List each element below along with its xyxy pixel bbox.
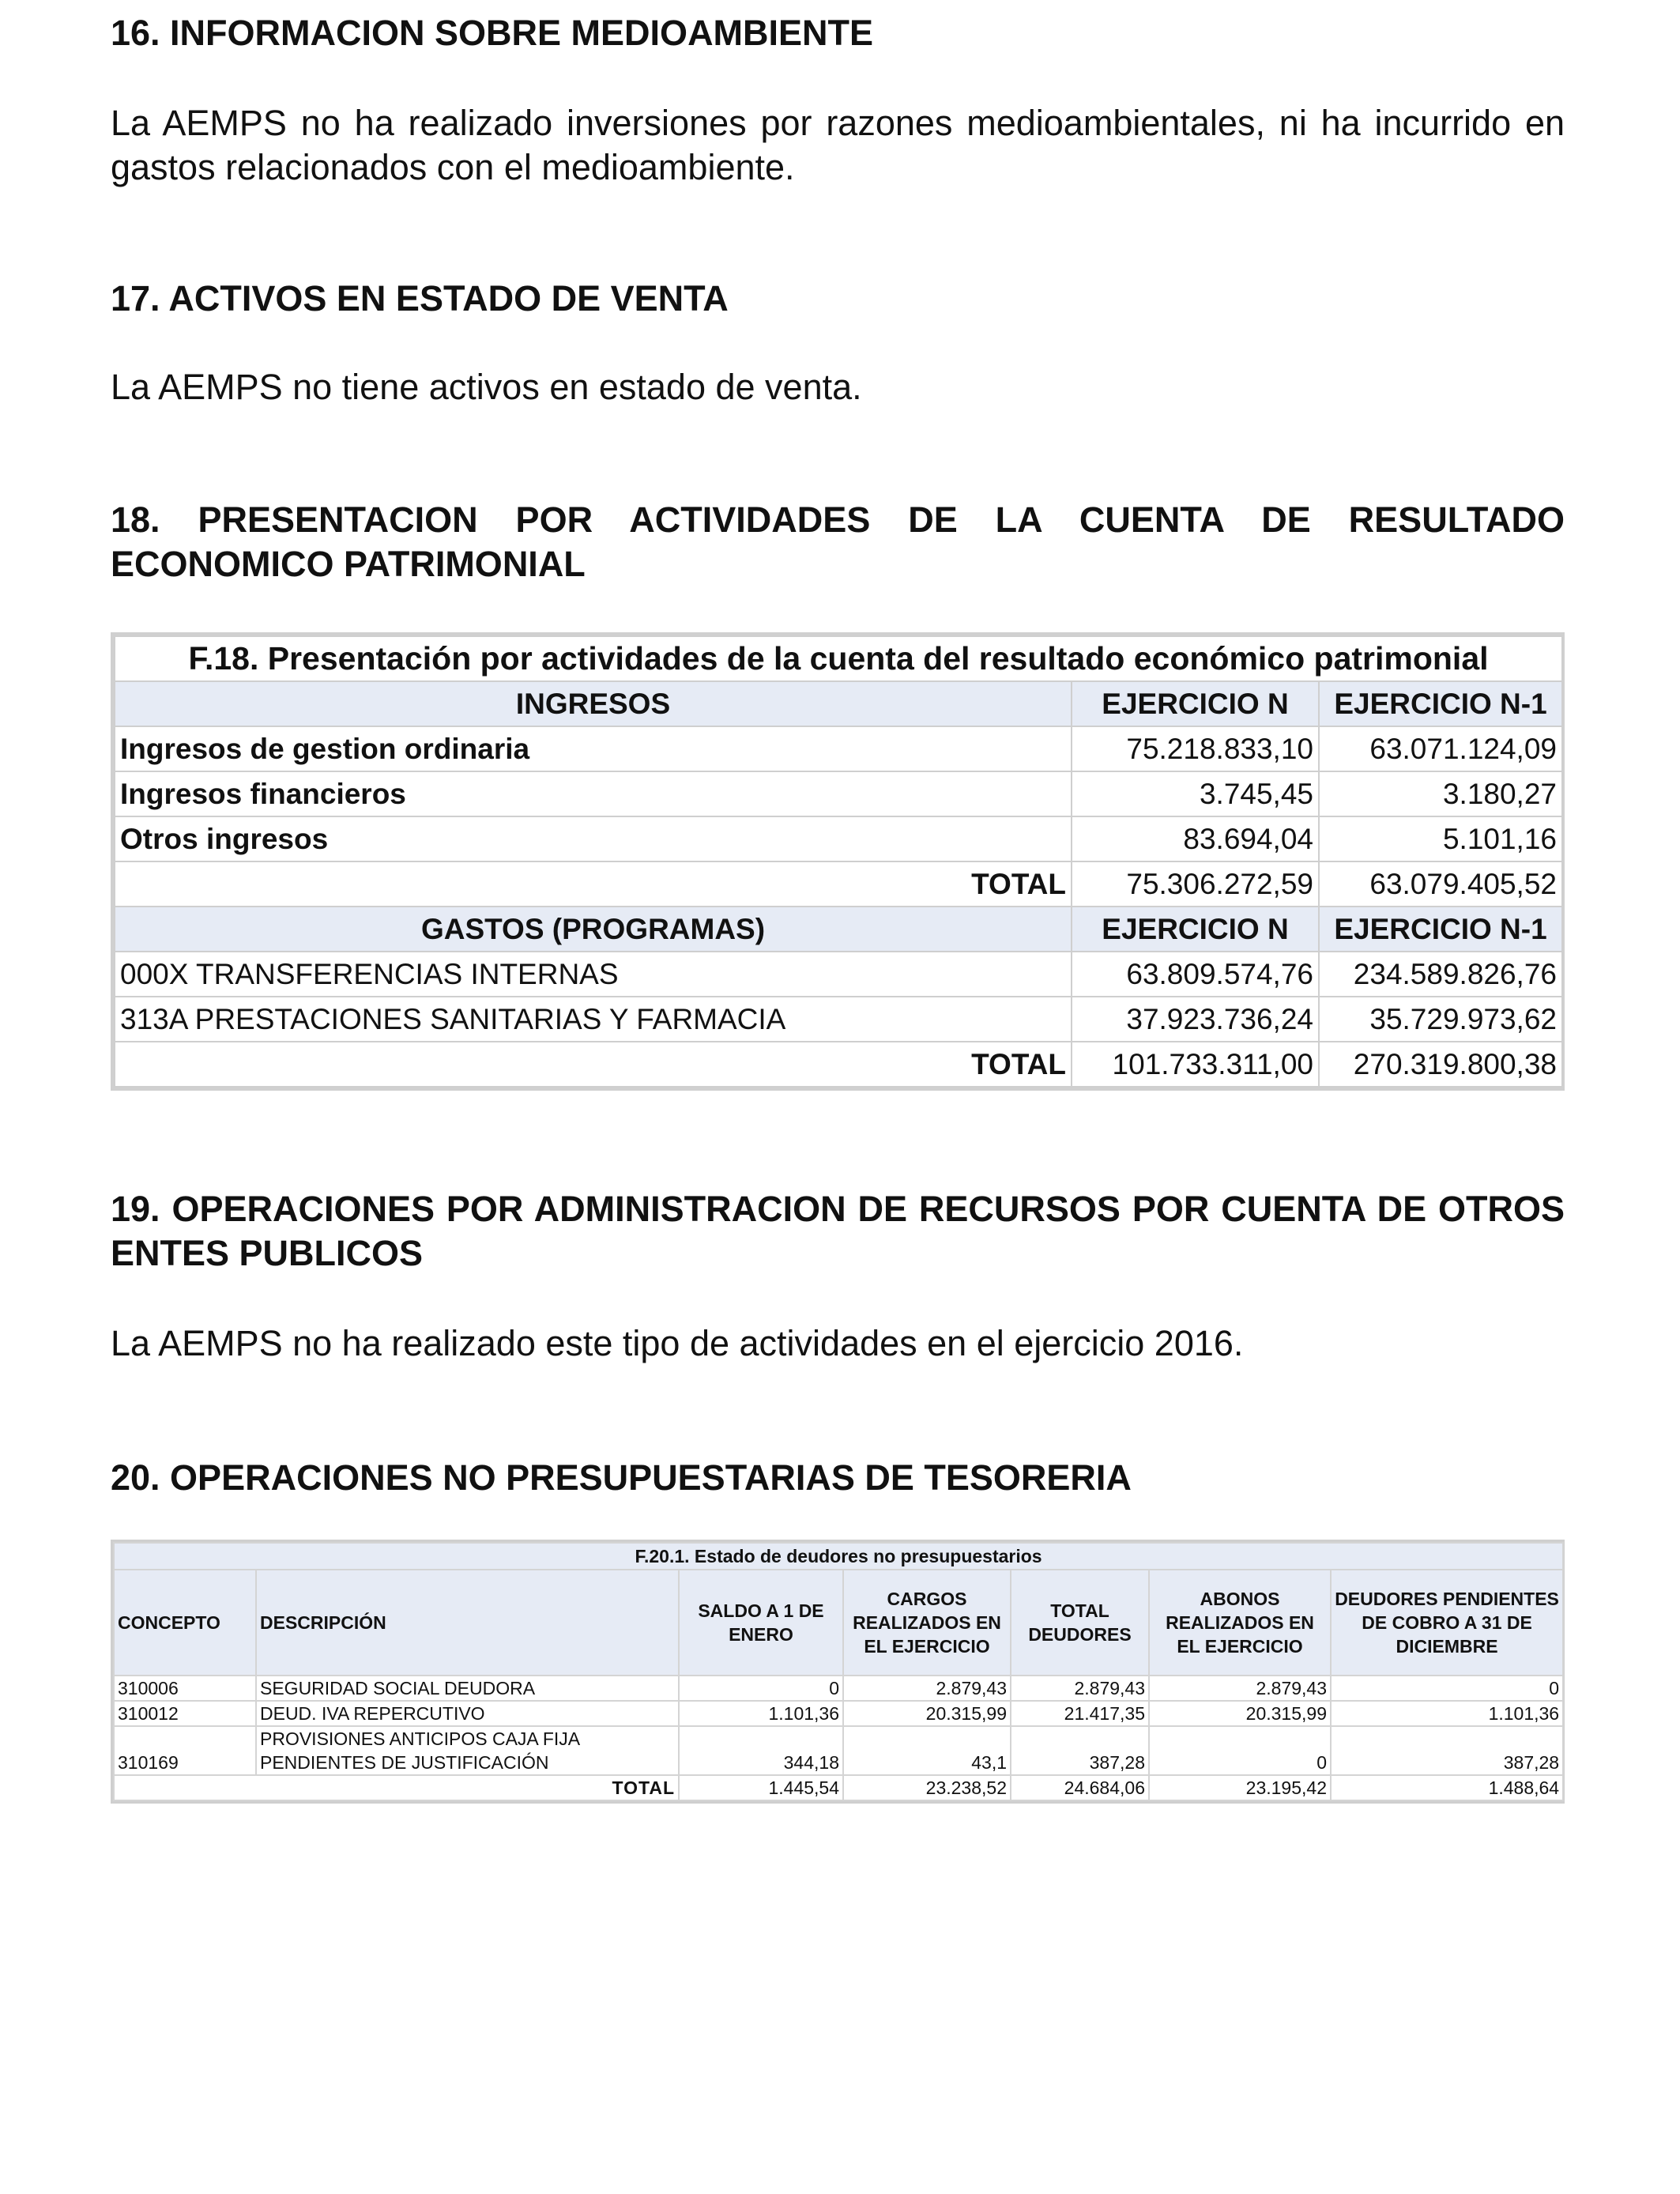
total-cargos: 23.238,52	[843, 1775, 1011, 1800]
table-f20-header-row	[114, 1570, 1563, 1676]
section-19-title: 19. OPERACIONES POR ADMINISTRACION DE RECURSOS POR CUENTA DE OTROS ENTES PUBLICOS	[111, 1189, 1565, 1273]
gastos-header-ejercicio-n: EJERCICIO N	[1072, 907, 1319, 952]
row-value-n: 63.809.574,76	[1072, 952, 1319, 997]
row-value-n1: 234.589.826,76	[1319, 952, 1562, 997]
table-f20-1-grid	[113, 1542, 1564, 1801]
total-pendientes: 1.488,64	[1331, 1775, 1563, 1800]
ingresos-total-label: TOTAL	[115, 861, 1072, 907]
table-row	[115, 726, 1562, 771]
table-row	[115, 816, 1562, 861]
table-row	[115, 952, 1562, 997]
gastos-header-ejercicio-n1: EJERCICIO N-1	[1319, 907, 1562, 952]
section-17-title: 17. ACTIVOS EN ESTADO DE VENTA	[111, 278, 729, 319]
table-row	[115, 771, 1562, 816]
gastos-total-row	[115, 1042, 1562, 1087]
row-value-n: 75.218.833,10	[1072, 726, 1319, 771]
total-saldo: 1.445,54	[679, 1775, 843, 1800]
cell-cargos: 2.879,43	[843, 1676, 1011, 1701]
cell-abonos: 0	[1149, 1726, 1331, 1775]
row-value-n1: 35.729.973,62	[1319, 997, 1562, 1042]
table-f20-caption: F.20.1. Estado de deudores no presupuestarios	[114, 1543, 1563, 1570]
gastos-total-n: 101.733.311,00	[1072, 1042, 1319, 1087]
table-row	[114, 1726, 1563, 1775]
row-label: Ingresos financieros	[115, 771, 1072, 816]
row-label: Ingresos de gestion ordinaria	[115, 726, 1072, 771]
header-total-deudores: TOTAL DEUDORES	[1011, 1570, 1149, 1676]
row-value-n1: 5.101,16	[1319, 816, 1562, 861]
cell-pendientes: 0	[1331, 1676, 1563, 1701]
cell-concepto: 310012	[114, 1701, 256, 1726]
section-19-text: La AEMPS no ha realizado este tipo de actividades en el ejercicio 2016.	[111, 1323, 1244, 1363]
table-row	[114, 1701, 1563, 1726]
cell-saldo: 344,18	[679, 1726, 843, 1775]
table-f18-grid	[114, 635, 1563, 1088]
total-abonos: 23.195,42	[1149, 1775, 1331, 1800]
section-16-title: 16. INFORMACION SOBRE MEDIOAMBIENTE	[111, 13, 874, 53]
table-row	[114, 1676, 1563, 1701]
ingresos-header-ejercicio-n1: EJERCICIO N-1	[1319, 681, 1562, 726]
section-16-text: La AEMPS no ha realizado inversiones por razones medioambientales, ni ha incurrido en gastos relacionados con el medioambiente.	[111, 103, 1565, 187]
row-label: 000X TRANSFERENCIAS INTERNAS	[115, 952, 1072, 997]
table-f18	[111, 632, 1565, 1091]
gastos-total-label: TOTAL	[115, 1042, 1072, 1087]
ingresos-header-row	[115, 681, 1562, 726]
row-value-n: 3.745,45	[1072, 771, 1319, 816]
cell-total: 21.417,35	[1011, 1701, 1149, 1726]
row-label: 313A PRESTACIONES SANITARIAS Y FARMACIA	[115, 997, 1072, 1042]
table-f20-caption-row	[114, 1543, 1563, 1570]
ingresos-total-n1: 63.079.405,52	[1319, 861, 1562, 907]
table-row	[115, 997, 1562, 1042]
cell-total: 387,28	[1011, 1726, 1149, 1775]
gastos-header-row	[115, 907, 1562, 952]
row-value-n: 37.923.736,24	[1072, 997, 1319, 1042]
section-18-title: 18. PRESENTACION POR ACTIVIDADES DE LA CUENTA DE RESULTADO ECONOMICO PATRIMONIAL	[111, 499, 1565, 584]
cell-concepto: 310169	[114, 1726, 256, 1775]
ingresos-total-row	[115, 861, 1562, 907]
cell-descripcion: DEUD. IVA REPERCUTIVO	[256, 1701, 679, 1726]
row-value-n1: 3.180,27	[1319, 771, 1562, 816]
header-descripcion: DESCRIPCIÓN	[256, 1570, 679, 1676]
ingresos-header-label: INGRESOS	[115, 681, 1072, 726]
cell-abonos: 20.315,99	[1149, 1701, 1331, 1726]
total-deudores: 24.684,06	[1011, 1775, 1149, 1800]
table-f20-1	[111, 1540, 1565, 1804]
row-value-n1: 63.071.124,09	[1319, 726, 1562, 771]
cell-abonos: 2.879,43	[1149, 1676, 1331, 1701]
cell-cargos: 20.315,99	[843, 1701, 1011, 1726]
ingresos-header-ejercicio-n: EJERCICIO N	[1072, 681, 1319, 726]
cell-saldo: 0	[679, 1676, 843, 1701]
table-f18-caption: F.18. Presentación por actividades de la cuenta del resultado económico patrimonial	[115, 636, 1562, 681]
header-concepto: CONCEPTO	[114, 1570, 256, 1676]
cell-pendientes: 1.101,36	[1331, 1701, 1563, 1726]
cell-descripcion: SEGURIDAD SOCIAL DEUDORA	[256, 1676, 679, 1701]
section-17-text: La AEMPS no tiene activos en estado de venta.	[111, 367, 862, 407]
table-f18-caption-row	[115, 636, 1562, 681]
gastos-total-n1: 270.319.800,38	[1319, 1042, 1562, 1087]
cell-concepto: 310006	[114, 1676, 256, 1701]
gastos-header-label: GASTOS (PROGRAMAS)	[115, 907, 1072, 952]
cell-saldo: 1.101,36	[679, 1701, 843, 1726]
cell-cargos: 43,1	[843, 1726, 1011, 1775]
header-saldo-enero: SALDO A 1 DE ENERO	[679, 1570, 843, 1676]
table-f20-total-row	[114, 1775, 1563, 1800]
cell-pendientes: 387,28	[1331, 1726, 1563, 1775]
ingresos-total-n: 75.306.272,59	[1072, 861, 1319, 907]
total-label: TOTAL	[114, 1775, 679, 1800]
cell-total: 2.879,43	[1011, 1676, 1149, 1701]
header-abonos: ABONOS REALIZADOS EN EL EJERCICIO	[1149, 1570, 1331, 1676]
header-deudores-pendientes: DEUDORES PENDIENTES DE COBRO A 31 DE DICIEMBRE	[1331, 1570, 1563, 1676]
section-20-title: 20. OPERACIONES NO PRESUPUESTARIAS DE TESORERIA	[111, 1457, 1132, 1498]
cell-descripcion: PROVISIONES ANTICIPOS CAJA FIJA PENDIENTES DE JUSTIFICACIÓN	[256, 1726, 679, 1775]
row-label: Otros ingresos	[115, 816, 1072, 861]
row-value-n: 83.694,04	[1072, 816, 1319, 861]
header-cargos: CARGOS REALIZADOS EN EL EJERCICIO	[843, 1570, 1011, 1676]
